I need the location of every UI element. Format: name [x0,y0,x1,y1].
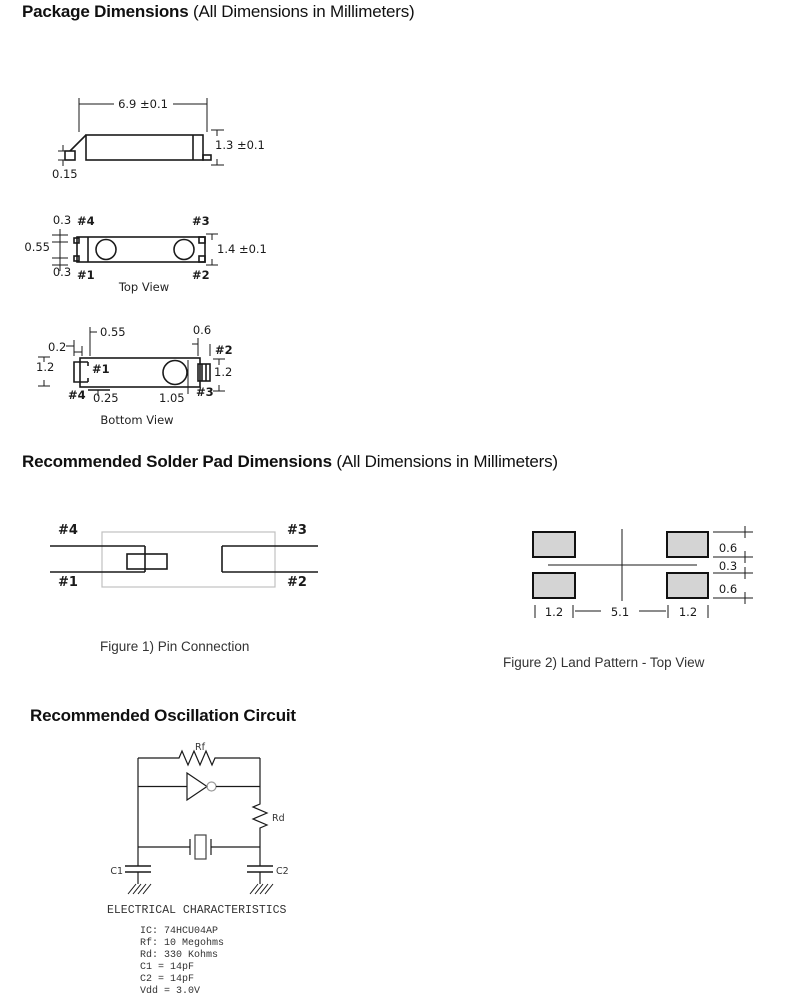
bottom-view-dim-105: 1.05 [159,391,185,405]
fig1-pin3-label: #3 [287,523,307,538]
bottom-view-pin1-label: #1 [92,362,110,376]
package-dimensions-heading [22,2,414,22]
fig1-pin4-label: #4 [58,523,78,538]
solder-pad-subtitle: (All Dimensions in Millimeters) [336,452,558,471]
top-view-caption: Top View [118,280,170,294]
top-view-pin1-label: #1 [77,268,95,282]
rd-resistor-icon [253,801,267,833]
solder-pad-heading [22,452,558,472]
rd-resistor-label: Rd [272,813,285,824]
pad-top-left [533,532,575,557]
top-view-pin3-label: #3 [192,214,210,228]
side-view-foot-dim: 0.15 [52,167,78,181]
oscillation-circuit-heading [30,706,296,726]
elec-line-rf: Rf: 10 Megohms [140,938,225,949]
fig1-pin1-label: #1 [58,575,78,590]
fig2-dim-pad-height-bottom: 0.6 [718,582,738,596]
bottom-view-pin3-label: #3 [196,385,214,399]
elec-line-vdd: Vdd = 3.0V [140,986,201,997]
land-pattern-figure [495,505,812,680]
oscillation-circuit-figure [95,735,320,905]
c1-ground-icon [128,884,151,894]
elec-line-ic: IC: 74HCU04AP [140,926,219,937]
inverter-bubble-icon [207,782,216,791]
pad-bottom-right [667,573,708,598]
fig2-dim-pad-width-right: 1.2 [678,605,698,619]
side-view-foot-dim-lines [58,145,69,166]
oscillation-circuit-title: Recommended Oscillation Circuit [30,706,296,725]
fig2-caption: Figure 2) Land Pattern - Top View [503,655,705,670]
rf-resistor-label: Rf [195,742,205,753]
bottom-view-dim-055: 0.55 [100,325,126,339]
c1-capacitor-icon [125,866,151,884]
bottom-view-dim-12-right: 1.2 [214,365,233,379]
circuit-wires [138,751,267,866]
package-outline-ghost [102,532,275,587]
top-view-dim-bottom: 0.3 [52,265,72,279]
fig1-right-pins [222,546,318,572]
side-view-height-dim: 1.3 ±0.1 [215,138,265,152]
bottom-view-pin2-label: #2 [215,343,233,357]
elec-line-rd: Rd: 330 Kohms [140,950,219,961]
c2-capacitor-icon [247,866,273,884]
elec-line-c2: C2 = 14pF [140,974,195,985]
fig1-caption: Figure 1) Pin Connection [100,639,250,654]
package-dimensions-subtitle: (All Dimensions in Millimeters) [193,2,415,21]
bottom-view-dim-12-left: 1.2 [36,360,55,374]
top-view-body-outline [74,237,205,262]
fig1-left-pins-and-crystal [50,546,167,572]
top-view-drawing [20,205,290,300]
fig1-pin2-label: #2 [287,575,307,590]
electrical-characteristics-list [140,926,224,998]
bottom-view-dim-02: 0.2 [48,340,67,354]
fig2-dim-gap: 0.3 [718,559,738,573]
top-view-dim-mid: 0.55 [24,240,50,254]
electrical-characteristics-title: ELECTRICAL CHARACTERISTICS [107,904,287,917]
bottom-view-dim-06: 0.6 [192,323,212,337]
fig2-dim-pad-width-left: 1.2 [544,605,564,619]
bottom-view-pin4-label: #4 [68,388,86,402]
bottom-view-drawing [30,315,270,435]
top-view-dim-right: 1.4 ±0.1 [217,242,267,256]
crystal-icon [195,835,206,859]
side-view-width-dim: 6.9 ±0.1 [118,97,168,111]
package-body-outline [65,135,211,160]
top-view-pin4-label: #4 [77,214,95,228]
c1-capacitor-label: C1 [110,866,123,877]
bottom-view-dim-025: 0.25 [93,391,119,405]
c2-capacitor-label: C2 [276,866,289,877]
rf-resistor-icon [175,751,219,765]
side-view-drawing [40,85,285,193]
top-view-dim-top: 0.3 [52,213,72,227]
solder-pad-title: Recommended Solder Pad Dimensions [22,452,332,471]
fig2-dim-span: 5.1 [610,605,630,619]
pad-bottom-left [533,573,575,598]
bottom-view-top-dim-lines [66,327,210,356]
fig2-dim-pad-height-top: 0.6 [718,541,738,555]
elec-line-c1: C1 = 14pF [140,962,195,973]
top-view-pin2-label: #2 [192,268,210,282]
package-dimensions-title: Package Dimensions [22,2,189,21]
bottom-view-caption: Bottom View [100,413,174,427]
inverter-icon [187,773,207,800]
pad-top-right [667,532,708,557]
pin-connection-figure [40,510,340,660]
c2-ground-icon [250,884,273,894]
